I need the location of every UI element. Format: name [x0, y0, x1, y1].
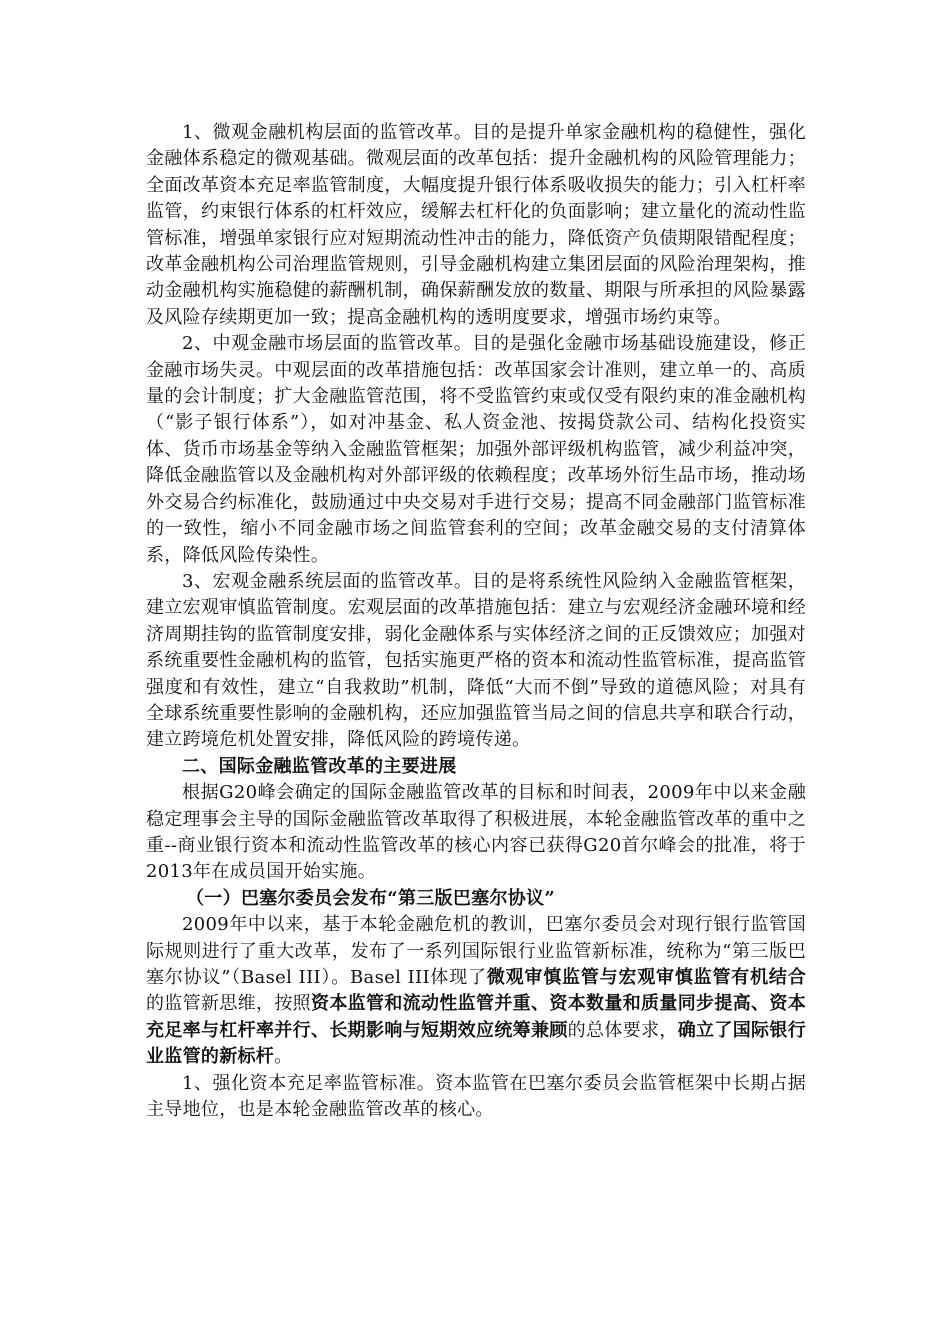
paragraph-micro-reform: 1、微观金融机构层面的监管改革。目的是提升单家金融机构的稳健性，强化金融体系稳定的微观基础。微观层面的改革包括：提升金融机构的风险管理能力；全面改革资本充足率监管制度，大幅度提升银行体系吸收损失的能力；引入杠杆率监管，约束银行体系的杠杆效应，缓解去杠杆化的负面影响；建立量化的流动性监管标准，增强单家银行应对短期流动性冲击的能力，降低资产负债期限错配程度；改革金融机构公司治理监管规则，引导金融机构建立集团层面的风险治理架构，推动金融机构实施稳健的薪酬机制，确保薪酬发放的数量、期限与所承担的风险暴露及风险存续期更加一致；提高金融机构的透明度要求，增强市场约束等。	[146, 122, 806, 328]
paragraph-capital-adequacy: 1、强化资本充足率监管标准。资本监管在巴塞尔委员会监管框架中长期占据主导地位，也是本轮金融监管改革的核心。	[146, 1072, 806, 1121]
basel3-bold-b: 微观审慎监管与宏观审慎监管有机结合	[486, 967, 806, 988]
basel3-text-c: 的监管新思维，按照	[146, 993, 312, 1015]
paragraph-g20-progress: 根据G20峰会确定的国际金融监管改革的目标和时间表，2009年中以来金融稳定理事会主导的国际金融监管改革取得了积极进展，本轮金融监管改革的重中之重--商业银行资本和流动性监管改革的核心内容已获得G20首尔峰会的批准，将于2013年在成员国开始实施。	[146, 782, 806, 883]
basel3-bold-f: 确立了国际银行业监管的新标杆	[146, 1019, 806, 1068]
basel3-bold-d: 资本监管和流动性监管并重、资本数量和质量同步提高、资本充足率与杠杆率并行、长期影响与短期效应统筹兼顾	[146, 993, 806, 1041]
basel3-text-g: 。	[274, 1046, 293, 1068]
paragraph-basel3	[146, 912, 806, 1070]
document-page	[146, 120, 806, 1123]
paragraph-meso-reform: 2、中观金融市场层面的监管改革。目的是强化金融市场基础设施建设，修正金融市场失灵。中观层面的改革措施包括：改革国家会计准则，建立单一的、高质量的会计制度；扩大金融监管范围，将不受监管约束或仅受有限约束的准金融机构（“影子银行体系”），如对冲基金、私人资金池、按揭贷款公司、结构化投资实体、货币市场基金等纳入金融监管框架；加强外部评级机构监管，减少利益冲突，降低金融监管以及金融机构对外部评级的依赖程度；改革场外衍生品市场，推动场外交易合约标准化，鼓励通过中央交易对手进行交易；提高不同金融部门监管标准的一致性，缩小不同金融市场之间监管套利的空间；改革金融交易的支付清算体系，降低风险传染性。	[146, 333, 806, 566]
subsection-heading-basel3: （一）巴塞尔委员会发布“第三版巴塞尔协议”	[186, 887, 556, 909]
basel3-text-e: 的总体要求，	[567, 1019, 678, 1041]
section-heading-progress: 二、国际金融监管改革的主要进展	[182, 755, 457, 777]
paragraph-macro-reform: 3、宏观金融系统层面的监管改革。目的是将系统性风险纳入金融监管框架，建立宏观审慎监管制度。宏观层面的改革措施包括：建立与宏观经济金融环境和经济周期挂钩的监管制度安排，弱化金融体系与实体经济之间的正反馈效应；加强对系统重要性金融机构的监管，包括实施更严格的资本和流动性监管标准，提高监管强度和有效性，建立“自我救助”机制，降低“大而不倒”导致的道德风险；对具有全球系统重要性影响的金融机构，还应加强监管当局之间的信息共享和联合行动，建立跨境危机处置安排，降低风险的跨境传递。	[146, 570, 806, 751]
basel3-text-a: 2009年中以来，基于本轮金融危机的教训，巴塞尔委员会对现行银行监管国际规则进行了重大改革，发布了一系列国际银行业监管新标准，统称为“第三版巴塞尔协议”（Basel III）。Basel III体现了	[146, 914, 806, 988]
